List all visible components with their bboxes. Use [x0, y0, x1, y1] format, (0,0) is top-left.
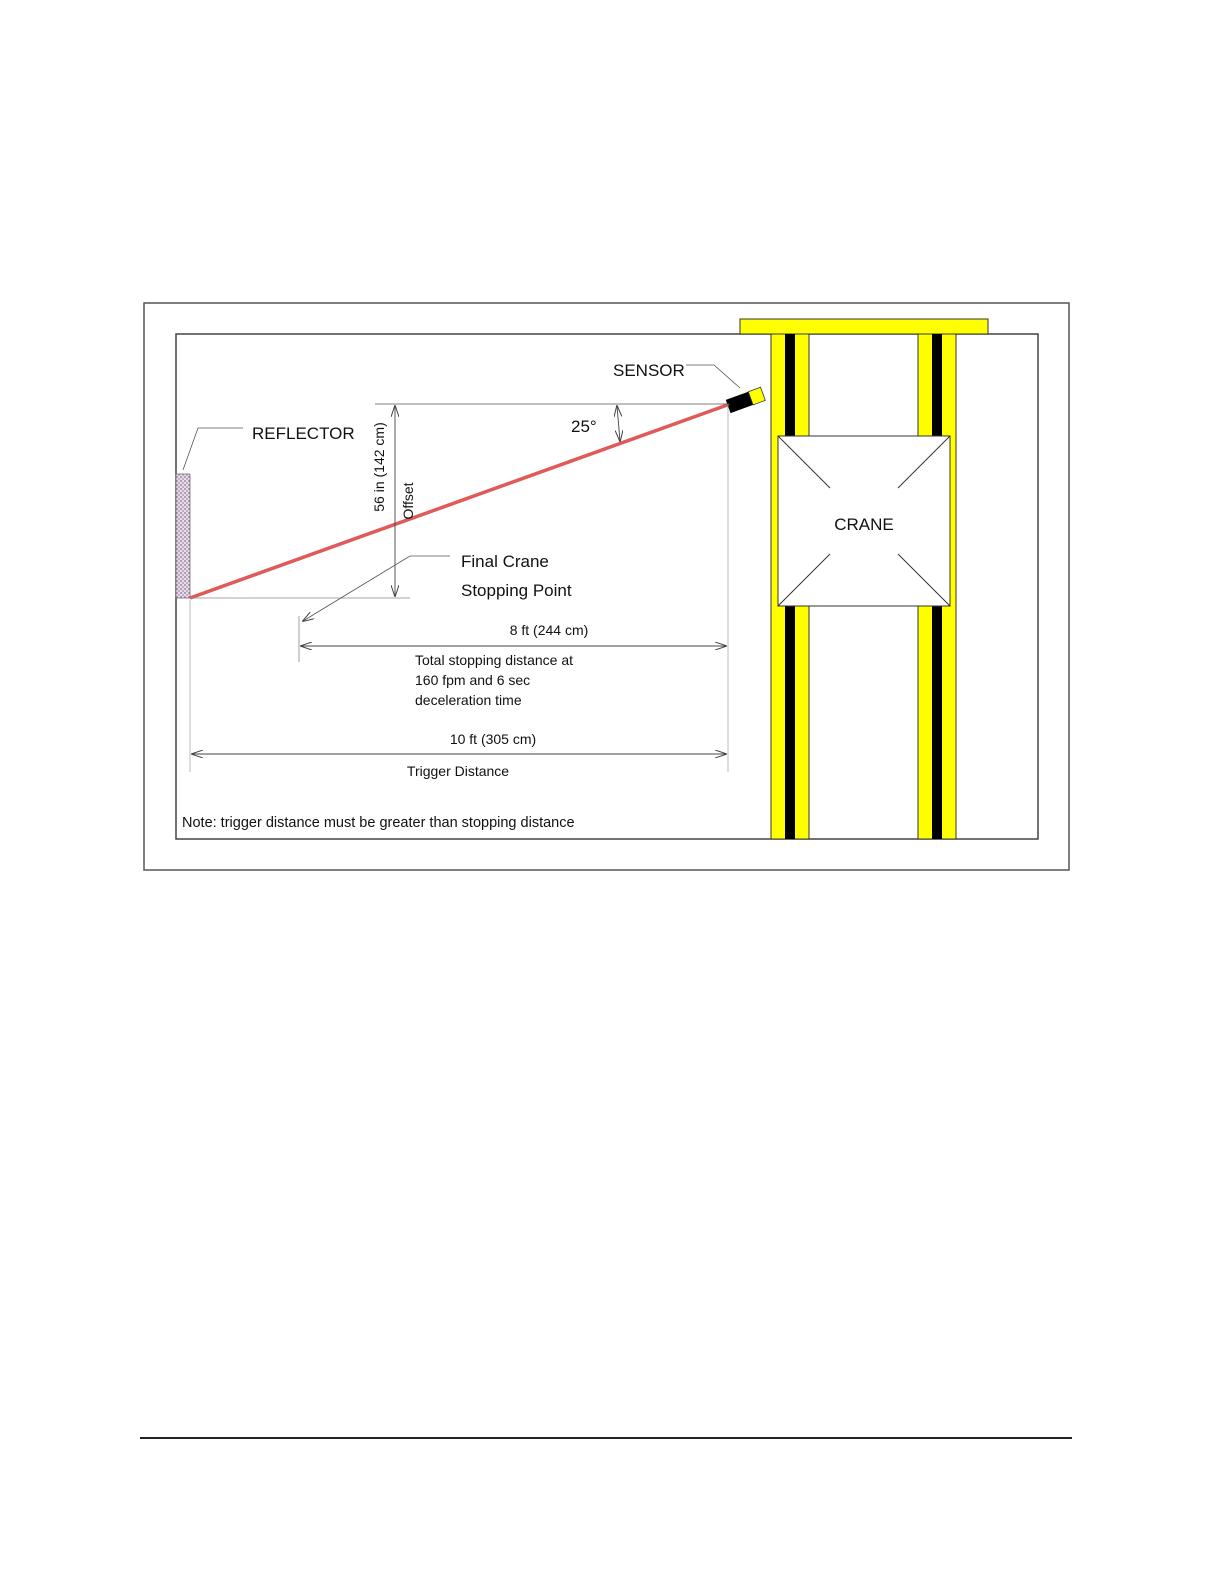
sensor-label: SENSOR	[613, 361, 685, 380]
note-text: Note: trigger distance must be greater than stopping distance	[182, 815, 575, 831]
final-stop-label-line2: Stopping Point	[461, 581, 572, 600]
offset-label: Offset	[400, 482, 416, 520]
trigger-distance-label: Trigger Distance	[406, 763, 510, 779]
stopping-distance-value: 8 ft (244 cm)	[509, 622, 589, 638]
stopping-desc-line3: deceleration time	[415, 692, 522, 708]
crane-label: CRANE	[834, 515, 894, 534]
reflector-label: REFLECTOR	[252, 424, 355, 443]
crane-top-beam	[740, 319, 988, 334]
final-stop-label-line1: Final Crane	[461, 552, 549, 571]
stopping-desc-line1: Total stopping distance at	[415, 652, 573, 668]
stopping-desc-line2: 160 fpm and 6 sec	[415, 672, 531, 688]
trigger-distance-value: 10 ft (305 cm)	[449, 731, 537, 747]
footer-rule	[140, 1437, 1072, 1439]
angle-label: 25°	[571, 417, 597, 436]
offset-value-label: 56 in (142 cm)	[371, 422, 387, 512]
reflector	[176, 474, 190, 598]
